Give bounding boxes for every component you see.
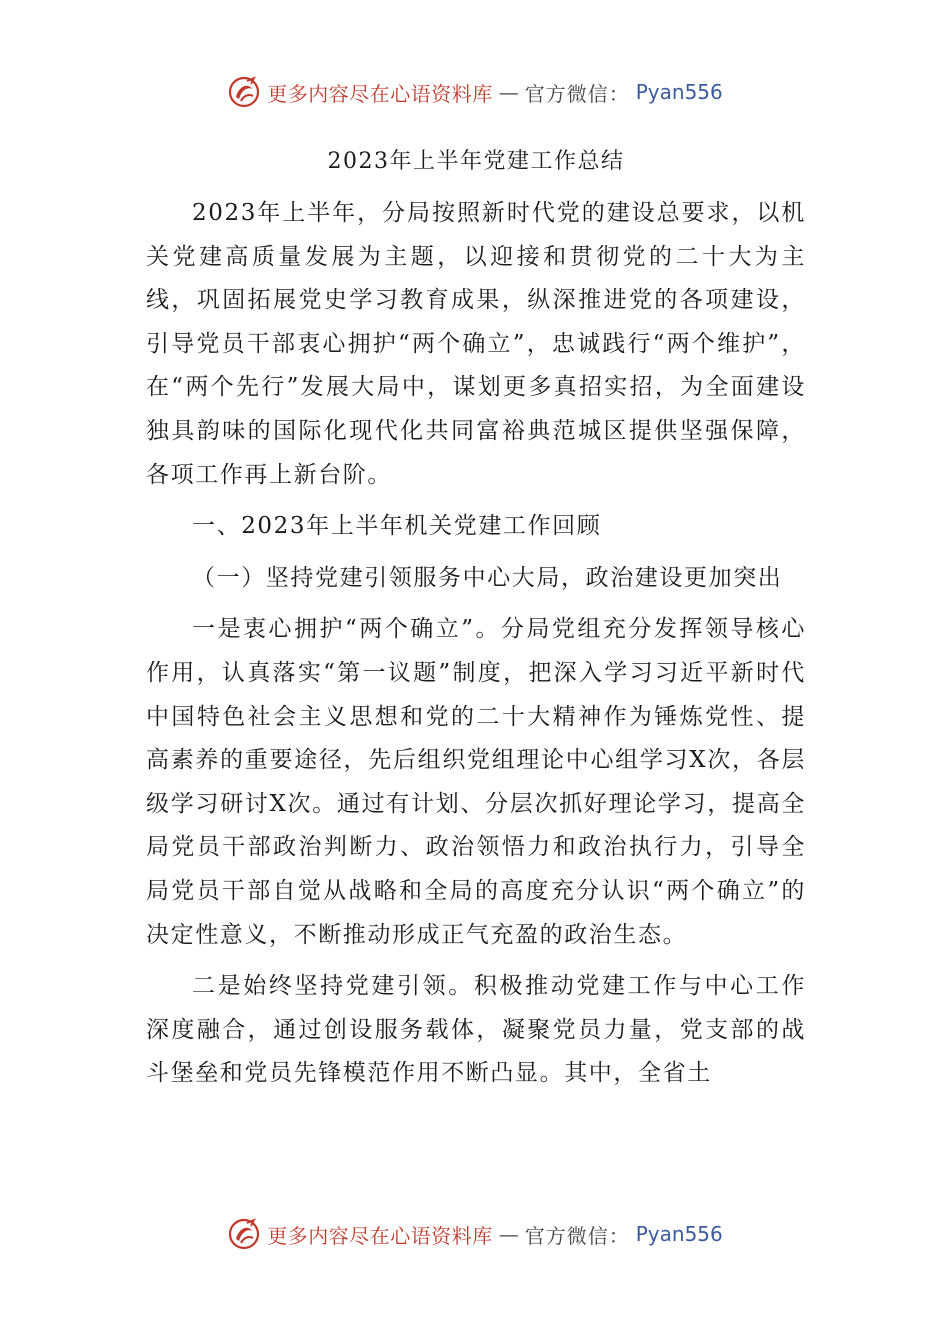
subsection-heading: （一）坚持党建引领服务中心大局，政治建设更加突出	[192, 564, 783, 591]
banner-wechat-id: Pyan556	[635, 80, 723, 104]
swirl-logo-icon	[227, 1217, 261, 1251]
document-body	[146, 140, 806, 1104]
banner-wechat-label: 官方微信：	[524, 81, 630, 106]
banner-promo-text: 更多内容尽在心语资料库	[267, 1223, 493, 1248]
intro-paragraph: 2023年上半年，分局按照新时代党的建设总要求，以机关党建高质量发展为主题，以迎接和贯彻党的二十大为主线，巩固拓展党史学习教育成果，纵深推进党的各项建设，引导党员干部衷心拥护“两个确立”，忠诚践行“两个维护”，在“两个先行”发展大局中，谋划更多真招实招，为全面建设独具韵味的国际化现代化共同富裕典范城区提供坚强保障，各项工作再上新台阶。	[146, 200, 806, 488]
section-heading: 一、2023年上半年机关党建工作回顾	[192, 513, 602, 540]
banner-dash: —	[498, 1222, 519, 1246]
banner-wechat-id: Pyan556	[635, 1222, 723, 1246]
header-banner	[0, 70, 950, 114]
footer-banner	[0, 1212, 950, 1256]
swirl-logo-icon	[227, 75, 261, 109]
banner-dash: —	[498, 80, 519, 104]
banner-promo-text: 更多内容尽在心语资料库	[267, 81, 493, 106]
paragraph-party-leadership: 二是始终坚持党建引领。积极推动党建工作与中心工作深度融合，通过创设服务载体，凝聚党员力量，党支部的战斗堡垒和党员先锋模范作用不断凸显。其中，全省土	[146, 973, 806, 1087]
banner-wechat-label: 官方微信：	[524, 1223, 630, 1248]
paragraph-political-loyalty: 一是衷心拥护“两个确立”。分局党组充分发挥领导核心作用，认真落实“第一议题”制度，把深入学习习近平新时代中国特色社会主义思想和党的二十大精神作为锤炼党性、提高素养的重要途径，先后组织党组理论中心组学习X次，各层级学习研讨X次。通过有计划、分层次抓好理论学习，提高全局党员干部政治判断力、政治领悟力和政治执行力，引导全局党员干部自觉从战略和全局的高度充分认识“两个确立”的决定性意义，不断推动形成正气充盈的政治生态。	[146, 616, 806, 948]
document-title: 2023年上半年党建工作总结	[327, 149, 625, 174]
